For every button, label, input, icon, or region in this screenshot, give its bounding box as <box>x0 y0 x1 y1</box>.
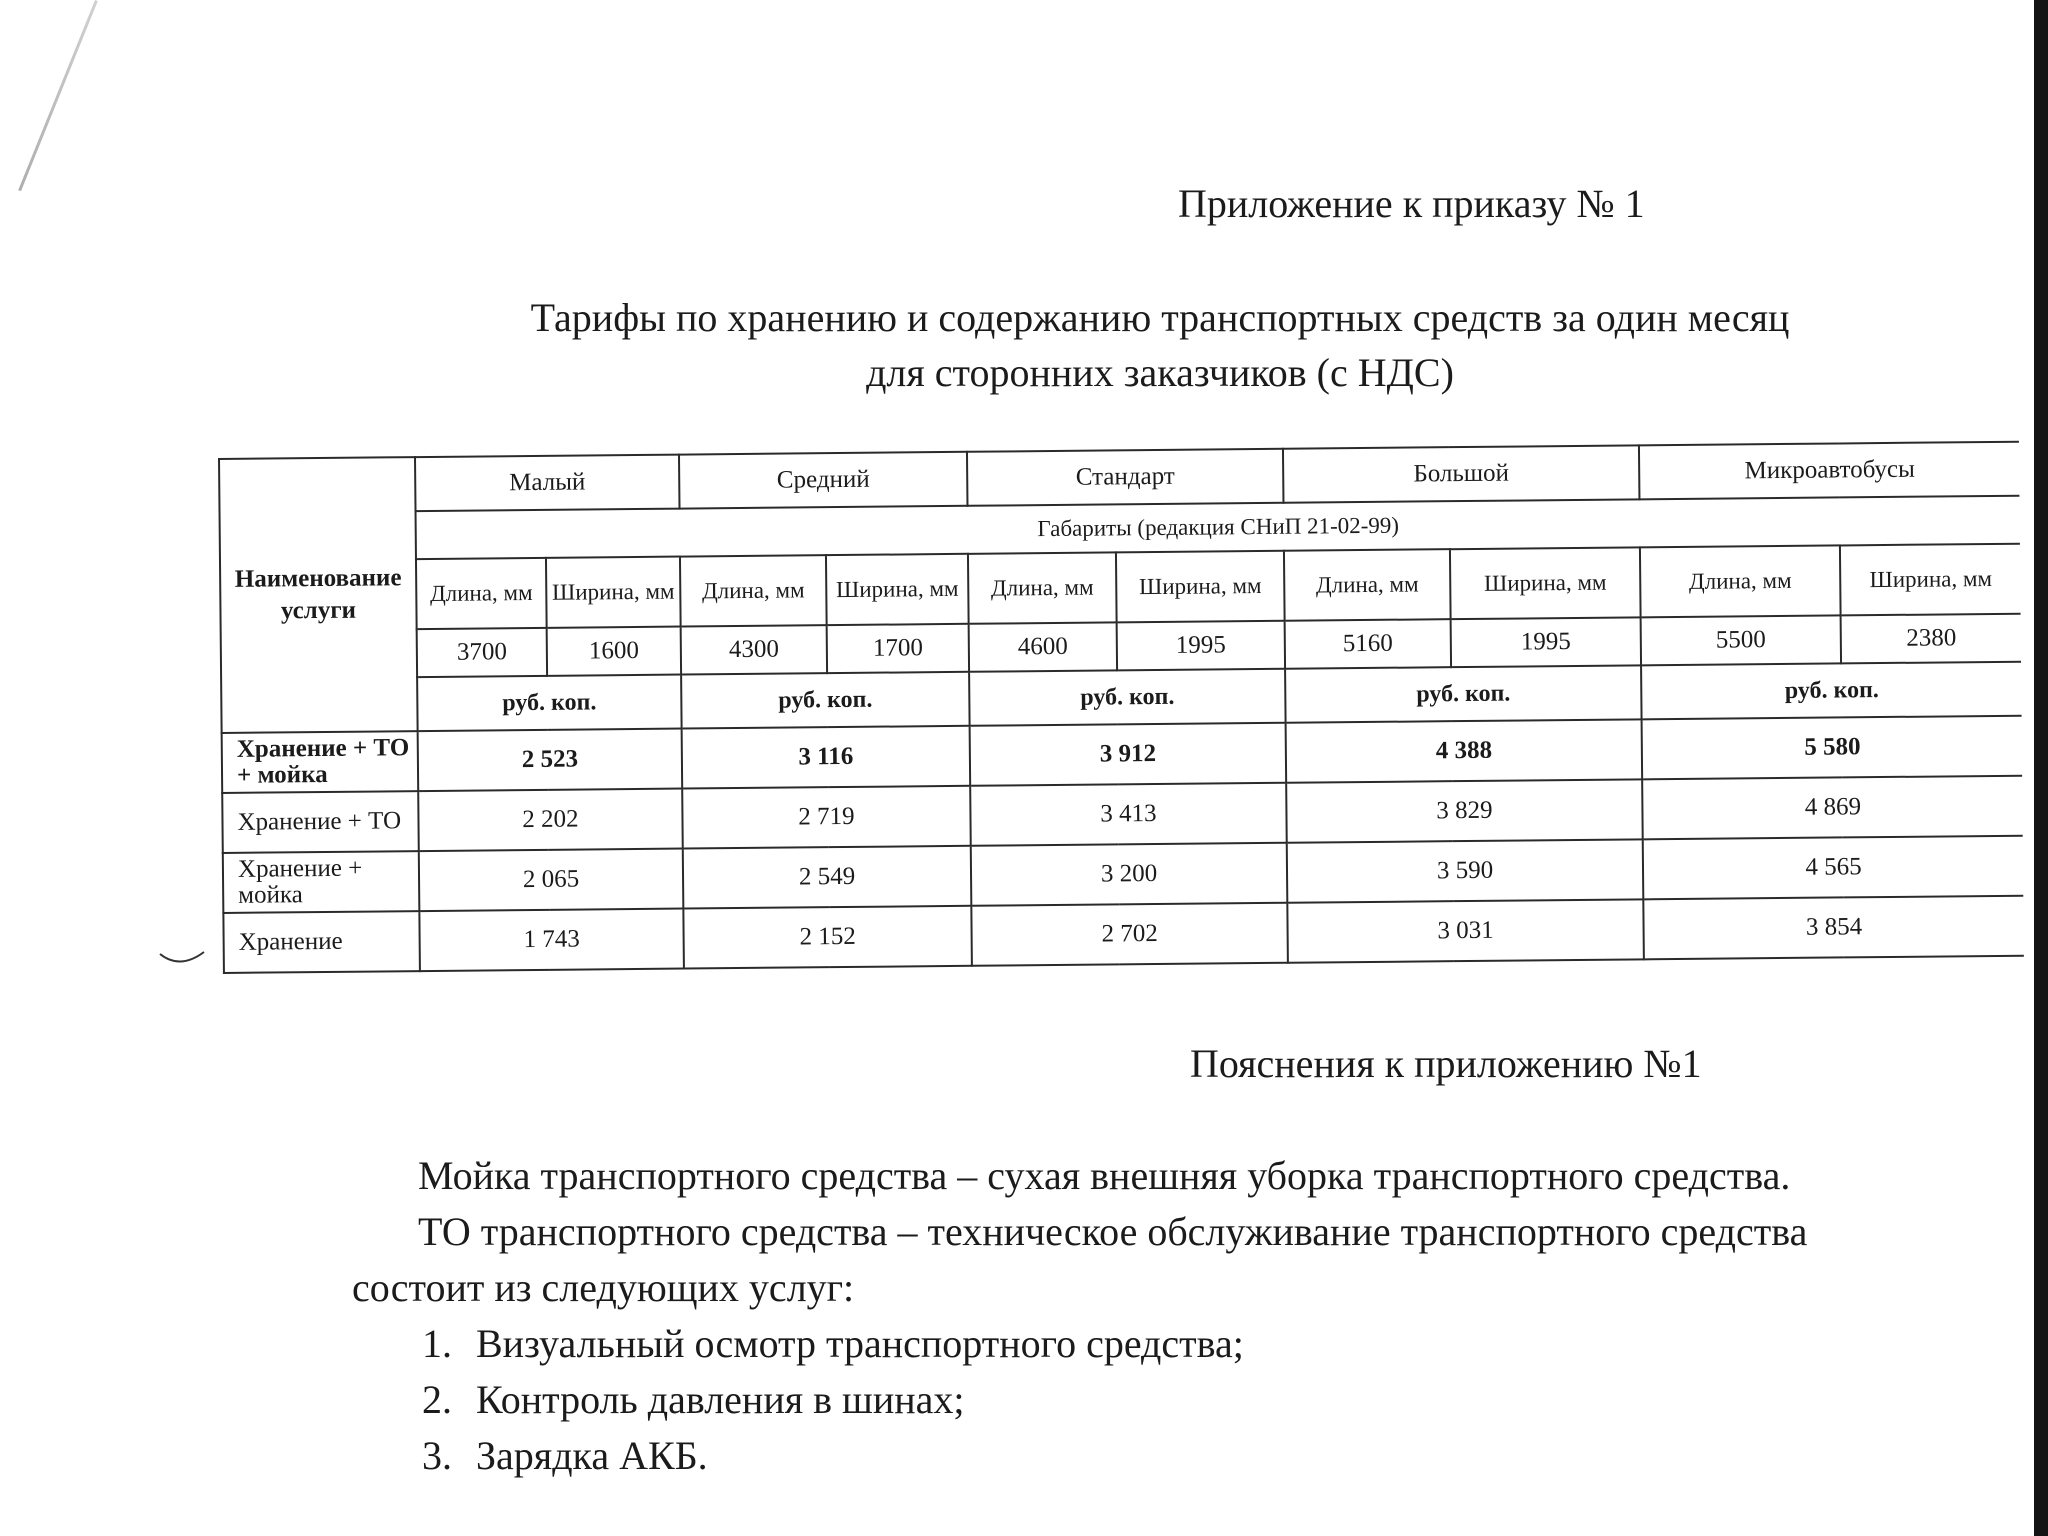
width-value: 1995 <box>1117 621 1285 671</box>
length-label: Длина, мм <box>1640 545 1841 617</box>
length-value: 3700 <box>417 628 547 677</box>
width-label: Ширина, мм <box>1450 547 1641 619</box>
category-header: Микроавтобусы <box>1639 442 2020 500</box>
length-label: Длина, мм <box>968 552 1117 623</box>
unit-label: руб. коп. <box>417 675 682 732</box>
unit-label: руб. коп. <box>969 669 1286 726</box>
price-cell: 3 590 <box>1287 839 1644 902</box>
width-label: Ширина, мм <box>546 557 681 628</box>
price-cell: 1 743 <box>419 909 684 972</box>
category-header: Средний <box>679 452 968 509</box>
unit-label: руб. коп. <box>1641 662 2022 720</box>
width-label: Ширина, мм <box>1840 544 2021 616</box>
pen-mark <box>158 948 206 966</box>
list-item: 2. Контроль давления в шинах; <box>462 1372 1912 1428</box>
width-value: 1600 <box>547 627 681 676</box>
length-label: Длина, мм <box>1284 549 1451 621</box>
list-item: 1. Визуальный осмотр транспортного средства; <box>462 1316 1912 1372</box>
length-label: Длина, мм <box>680 555 827 626</box>
category-header: Стандарт <box>967 449 1284 506</box>
dimensions-caption: Габариты (редакция СНиП 21-02-99) <box>416 496 2020 559</box>
price-cell: 3 031 <box>1287 899 1644 962</box>
price-cell: 3 912 <box>970 723 1287 786</box>
list-item: 3. Зарядка АКБ. <box>462 1428 1912 1484</box>
price-cell: 3 413 <box>970 783 1287 846</box>
width-label: Ширина, мм <box>826 554 969 625</box>
category-header: Малый <box>415 455 680 512</box>
price-cell: 3 200 <box>971 843 1288 906</box>
price-cell: 4 869 <box>1642 776 2023 840</box>
price-cell: 4 388 <box>1286 719 1643 782</box>
price-cell: 2 152 <box>683 906 972 969</box>
heading-line-2: для сторонних заказчиков (с НДС) <box>866 350 1454 395</box>
notes-paragraph-wash: Мойка транспортного средства – сухая внешняя уборка транспортного средства. <box>418 1153 1791 1198</box>
length-label: Длина, мм <box>416 558 547 629</box>
service-name: Хранение + мойка <box>223 851 420 913</box>
scan-stray-line <box>18 0 98 191</box>
price-cell: 4 565 <box>1643 836 2024 900</box>
length-value: 5160 <box>1285 619 1451 669</box>
category-header: Большой <box>1283 445 1640 502</box>
tariff-table <box>218 441 2024 974</box>
notes-paragraph-maintenance: ТО транспортного средства – техническое обслуживание транспортного средства состоит из следующих услуг: <box>352 1209 1808 1310</box>
price-cell: 2 065 <box>419 849 684 912</box>
width-value: 1995 <box>1451 617 1641 667</box>
length-value: 4300 <box>681 625 827 674</box>
unit-label: руб. коп. <box>681 672 970 729</box>
service-name: Хранение <box>223 911 420 973</box>
price-cell: 5 580 <box>1642 716 2023 780</box>
price-cell: 2 523 <box>418 729 683 792</box>
maintenance-list <box>352 1316 1912 1484</box>
length-value: 4600 <box>969 622 1117 671</box>
price-cell: 3 854 <box>1643 896 2024 960</box>
service-name: Хранение + ТО + мойка <box>222 731 419 793</box>
length-value: 5500 <box>1641 615 1841 665</box>
price-cell: 2 719 <box>682 786 971 849</box>
service-name: Хранение + ТО <box>222 791 419 853</box>
width-value: 2380 <box>1841 614 2021 664</box>
price-cell: 3 116 <box>682 726 971 789</box>
notes-title: Пояснения к приложению №1 <box>1190 1041 1702 1086</box>
width-label: Ширина, мм <box>1116 551 1285 623</box>
document-heading <box>380 290 1940 400</box>
scan-edge-shadow <box>2034 0 2048 1536</box>
notes-body <box>352 1148 1912 1484</box>
price-cell: 2 702 <box>971 903 1288 966</box>
service-column-header: Наименование услуги <box>219 457 418 733</box>
unit-label: руб. коп. <box>1285 665 1642 722</box>
appendix-title: Приложение к приказу № 1 <box>1178 181 1645 226</box>
heading-line-1: Тарифы по хранению и содержанию транспортных средств за один месяц <box>530 295 1790 340</box>
price-cell: 3 829 <box>1286 779 1643 842</box>
price-cell: 2 549 <box>683 846 972 909</box>
width-value: 1700 <box>827 624 969 673</box>
price-cell: 2 202 <box>418 789 683 852</box>
